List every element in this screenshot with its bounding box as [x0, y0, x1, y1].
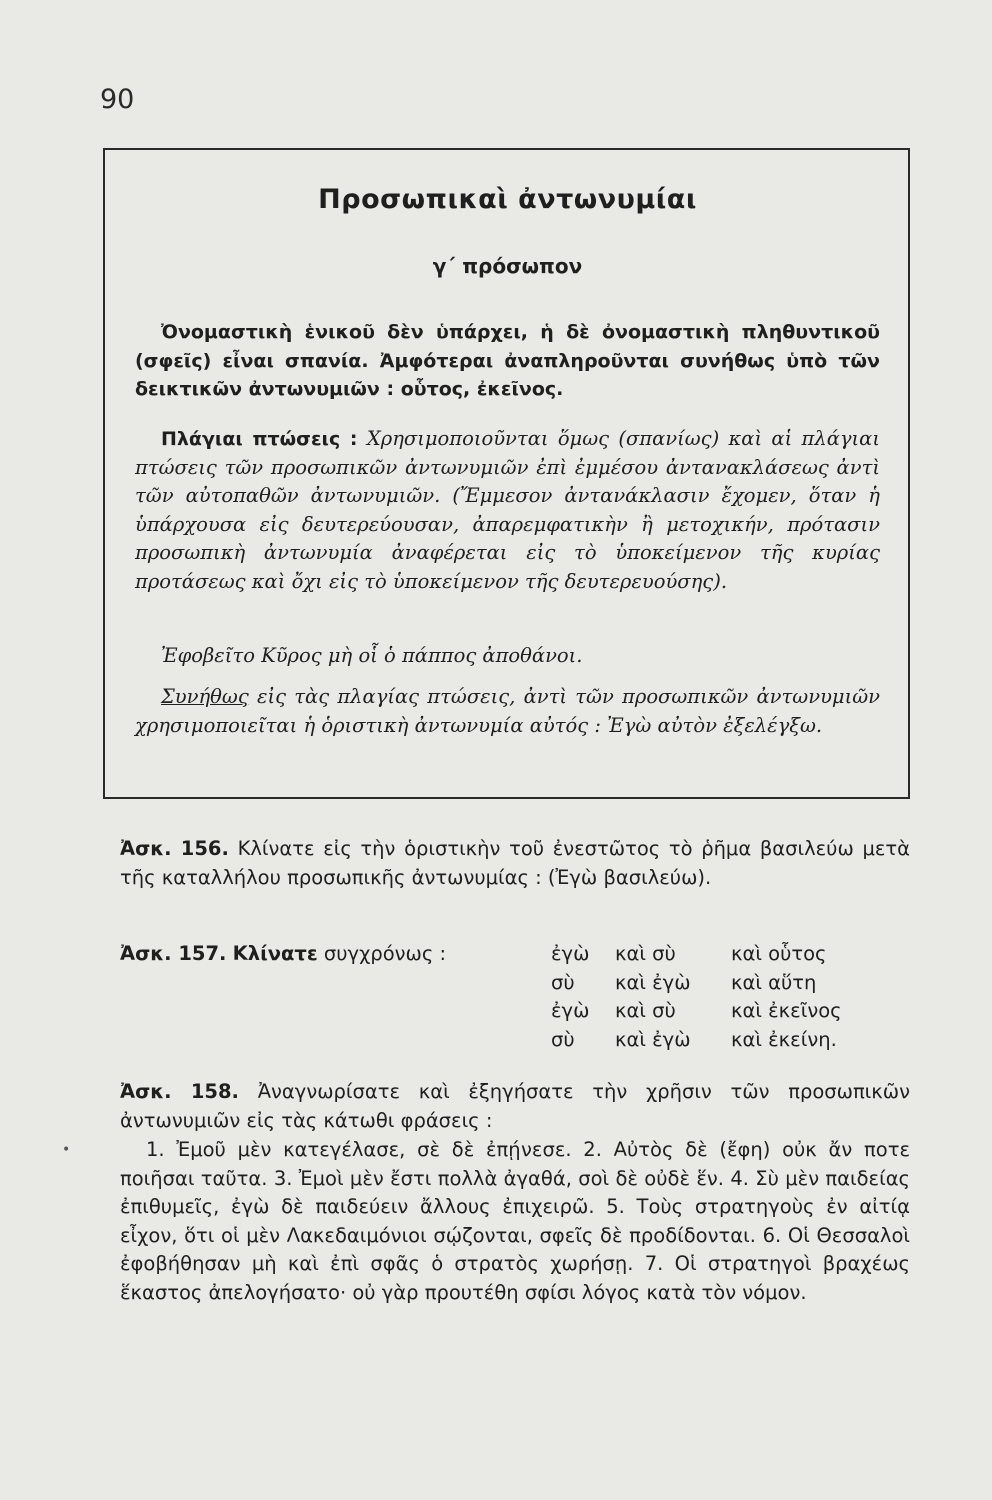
- conj-cell: καὶ ἐκείνη.: [731, 1027, 837, 1051]
- box-subtitle: γ΄ πρόσωπον: [432, 254, 583, 278]
- conj-cell: καὶ οὗτος: [731, 942, 827, 965]
- conj-cell: σὺ: [551, 1027, 575, 1051]
- exercise-158: [120, 1078, 910, 1135]
- exercise-157-head: Κλίνατε: [232, 942, 318, 965]
- margin-dot: •: [62, 1142, 71, 1158]
- conj-cell: καὶ ἐγὼ: [615, 1027, 691, 1051]
- conj-cell: ἐγὼ: [551, 999, 590, 1022]
- conj-cell: καὶ σὺ: [615, 999, 676, 1022]
- conj-cell: σὺ: [551, 970, 575, 994]
- conjugation-row: [551, 1026, 871, 1055]
- exercise-156-text: Κλίνατε εἰς τὴν ὁριστικὴν τοῦ ἐνεστῶτος τὸ ῥῆμα βασιλεύω μετὰ τῆς καταλλήλου προσωπικῆς ἀντωνυμίας : (Ἐγὼ βασιλεύω).: [120, 837, 910, 889]
- conj-cell: καὶ αὕτη: [731, 970, 817, 994]
- usual-text: εἰς τὰς πλαγίας πτώσεις, ἀντὶ τῶν προσωπικῶν ἀντωνυμιῶν χρησιμοποιεῖται ἡ ὁριστικὴ ἀντωνυμία αὐτός : Ἐγὼ αὐτὸν ἐξελέγξω.: [135, 685, 880, 737]
- oblique-paragraph: [135, 425, 880, 596]
- example-sentence: Ἐφοβεῖτο Κῦρος μὴ οἷ ὁ πάππος ἀποθάνοι.: [161, 644, 583, 667]
- usual-label: Συνήθως: [161, 685, 249, 708]
- grammar-box: [103, 148, 910, 799]
- oblique-label: Πλάγιαι πτώσεις :: [161, 428, 358, 450]
- conjugation-row: [551, 997, 871, 1026]
- exercise-158-text: Ἀναγνωρίσατε καὶ ἐξηγήσατε τὴν χρῆσιν τῶν προσωπικῶν ἀντωνυμιῶν εἰς τὰς κάτωθι φράσεις :: [120, 1080, 910, 1132]
- exercise-157-text: συγχρόνως :: [323, 942, 447, 965]
- intro-paragraph: Ὀνομαστικὴ ἑνικοῦ δὲν ὑπάρχει, ἡ δὲ ὀνομαστικὴ πληθυντικοῦ (σφεῖς) εἶναι σπανία. Ἀμφότεραι ἀναπληροῦνται συνήθως ὑπὸ τῶν δεικτικῶν ἀντωνυμιῶν : οὗτος, ἐκεῖνος.: [135, 321, 880, 400]
- exercise-156-label: Ἀσκ. 156.: [120, 837, 229, 860]
- exercise-158-sentences: 1. Ἐμοῦ μὲν κατεγέλασε, σὲ δὲ ἐπῄνεσε. 2. Αὐτὸς δὲ (ἔφη) οὐκ ἄν ποτε ποιῆσαι ταῦτα. 3. Ἐμοὶ μὲν ἔστι πολλὰ ἀγαθά, σοὶ δὲ οὐδὲ ἕν. 4. Σὺ μὲν παιδείας ἐπιθυμεῖς, ἐγὼ δὲ παιδεύειν ἄλλους ἐπιχειρῶ. 5. Τοὺς στρατηγοὺς ἐν αἰτίᾳ εἶχον, ὅτι οἱ μὲν Λακεδαιμόνιοι σῴζονται, σφεῖς δὲ προδίδονται. 6. Οἱ Θεσσαλοὶ ἐφοβήθησαν μὴ καὶ ἐπὶ σφᾶς ὁ στρατὸς χωρήσῃ. 7. Οἱ στρατηγοὶ βραχέως ἕκαστος ἀπελογήσατο· οὐ γὰρ προυτέθη σφίσι λόγος κατὰ τὸν νόμον.: [120, 1138, 910, 1304]
- usual-paragraph: [135, 683, 880, 740]
- conj-cell: καὶ ἐκεῖνος: [731, 999, 842, 1022]
- page-number: 90: [100, 84, 135, 115]
- exercise-157: [120, 940, 446, 969]
- conjugation-row: [551, 940, 871, 969]
- oblique-text: Χρησιμοποιοῦνται ὅμως (σπανίως) καὶ αἱ πλάγιαι πτώσεις τῶν προσωπικῶν ἀντωνυμιῶν ἐπὶ ἐμμέσου ἀντανακλάσεως ἀντὶ τῶν αὐτοπαθῶν ἀντωνυμιῶν. (Ἔμμεσον ἀντανάκλασιν ἔχομεν, ὅταν ἡ ὑπάρχουσα εἰς δευτερεύουσαν, ἀπαρεμφατικὴν ἢ μετοχικήν, πρότασιν προσωπικὴ ἀντωνυμία ἀναφέρεται εἰς τὸ ὑποκείμενον τῆς κυρίας προτάσεως καὶ ὄχι εἰς τὸ ὑποκείμενον τῆς δευτερευούσης).: [135, 427, 880, 593]
- exercise-156: [120, 835, 910, 892]
- box-title: Προσωπικαὶ ἀντωνυμίαι: [318, 184, 697, 215]
- conjugation-row: [551, 969, 871, 998]
- conj-cell: ἐγὼ: [551, 942, 590, 965]
- conj-cell: καὶ σὺ: [615, 942, 676, 965]
- exercise-158-label: Ἀσκ. 158.: [120, 1080, 239, 1103]
- conj-cell: καὶ ἐγὼ: [615, 970, 691, 994]
- exercise-157-label: Ἀσκ. 157.: [120, 942, 227, 965]
- conjugation-table: [551, 940, 871, 1054]
